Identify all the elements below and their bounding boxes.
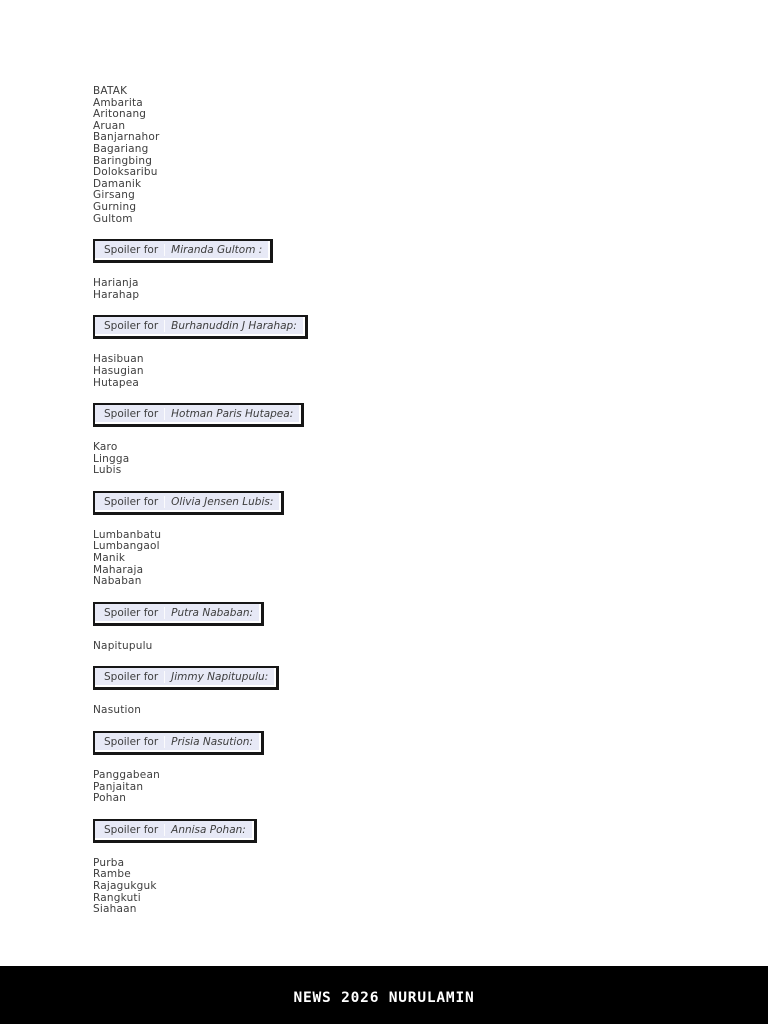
spoiler-prefix-label: Spoiler for [104, 606, 159, 619]
spoiler-prefix-label: Spoiler for [104, 244, 159, 257]
spoiler-row [93, 818, 728, 843]
spoiler-button[interactable] [93, 819, 257, 843]
spoiler-prefix-label: Spoiler for [104, 320, 159, 333]
surname: Baringbing [93, 154, 153, 167]
surname: Girsang [93, 189, 135, 202]
spoiler-colon: : [249, 736, 253, 749]
surname: Manik [93, 552, 126, 565]
spoiler-name-label: Miranda Gultom [164, 244, 255, 256]
spoiler-name-label: Burhanuddin J Harahap [164, 320, 293, 332]
surname: Rajagukguk [93, 880, 157, 892]
spoiler-colon: : [242, 823, 246, 836]
surname-section [93, 442, 728, 515]
surname: Panjaitan [93, 780, 144, 793]
footer-bar [0, 966, 768, 1024]
spoiler-button[interactable] [93, 315, 308, 339]
spoiler-button[interactable] [93, 602, 264, 626]
footer-watermark-text: NEWS 2026 NURULAMIN [293, 990, 475, 1006]
surname: Hasibuan [93, 353, 144, 366]
spoiler-prefix-label: Spoiler for [104, 823, 159, 836]
surname: Hutapea [93, 376, 140, 389]
surname: Napitupulu [93, 639, 153, 652]
surname: BATAK [93, 85, 128, 97]
spoiler-colon: : [255, 244, 263, 257]
spoiler-button[interactable] [93, 666, 279, 690]
surname-list [93, 858, 728, 916]
surname: Gultom [93, 212, 133, 225]
spoiler-row [93, 402, 728, 427]
surname: Harianja [93, 277, 139, 290]
spoiler-prefix-label: Spoiler for [104, 671, 159, 684]
surname-list [93, 770, 728, 805]
surname: Bagariang [93, 142, 149, 155]
surname-list [93, 705, 728, 717]
spoiler-colon: : [249, 606, 254, 619]
spoiler-prefix-label: Spoiler for [104, 408, 159, 421]
surname-list [93, 86, 728, 225]
surname: Nasution [93, 704, 142, 717]
surname: Karo [93, 441, 118, 454]
surname-section [93, 705, 728, 755]
surname-list [93, 354, 728, 389]
surname: Damanik [93, 177, 142, 190]
spoiler-row [93, 730, 728, 755]
spoiler-name-label: Olivia Jensen Lubis [164, 496, 270, 508]
surname: Panggabean [93, 769, 160, 782]
surname: Lumbangaol [93, 540, 160, 553]
spoiler-colon: : [293, 320, 297, 333]
spoiler-name-label: Hotman Paris Hutapea [164, 408, 290, 420]
spoiler-row [93, 665, 728, 690]
surname: Pohan [93, 792, 127, 805]
surname: Maharaja [93, 563, 144, 576]
spoiler-button[interactable] [93, 731, 264, 755]
spoiler-name-label: Prisia Nasution [164, 736, 249, 748]
surname: Nababan [93, 575, 142, 588]
spoiler-prefix-label: Spoiler for [104, 495, 159, 508]
surname-section [93, 530, 728, 626]
spoiler-name-label: Jimmy Napitupulu [164, 671, 265, 683]
spoiler-colon: : [264, 671, 269, 684]
spoiler-row [93, 601, 728, 626]
spoiler-name-label: Putra Nababan [164, 607, 249, 619]
surname-list [93, 278, 728, 301]
spoiler-colon: : [289, 408, 294, 421]
spoiler-prefix-label: Spoiler for [104, 736, 159, 749]
spoiler-row [93, 490, 728, 515]
spoiler-row [93, 238, 728, 263]
surname: Siahaan [93, 903, 137, 916]
surname: Ambarita [93, 96, 143, 109]
spoiler-button[interactable] [93, 403, 304, 427]
surname-section [93, 641, 728, 691]
surname: Harahap [93, 288, 140, 301]
surname: Doloksaribu [93, 166, 158, 179]
spoiler-button[interactable] [93, 239, 273, 263]
surname: Lingga [93, 452, 130, 465]
surname: Lumbanbatu [93, 528, 162, 541]
surname-list [93, 641, 728, 653]
surname: Purba [93, 856, 125, 869]
surname: Rambe [93, 868, 131, 881]
surname: Gurning [93, 200, 137, 213]
surname-section [93, 858, 728, 916]
surname-list [93, 530, 728, 588]
surname-list [93, 442, 728, 477]
spoiler-colon: : [269, 495, 274, 508]
surname: Rangkuti [93, 891, 141, 904]
spoiler-row [93, 314, 728, 339]
surname-section [93, 770, 728, 843]
surname: Aruan [93, 119, 126, 132]
surname-section [93, 354, 728, 427]
surname: Banjarnahor [93, 131, 160, 144]
surname: Aritonang [93, 108, 147, 121]
surname: Hasugian [93, 364, 144, 377]
surname-section [93, 278, 728, 339]
spoiler-button[interactable] [93, 491, 284, 515]
surname: Lubis [93, 464, 122, 477]
spoiler-name-label: Annisa Pohan [164, 824, 242, 836]
surname-section [93, 86, 728, 263]
